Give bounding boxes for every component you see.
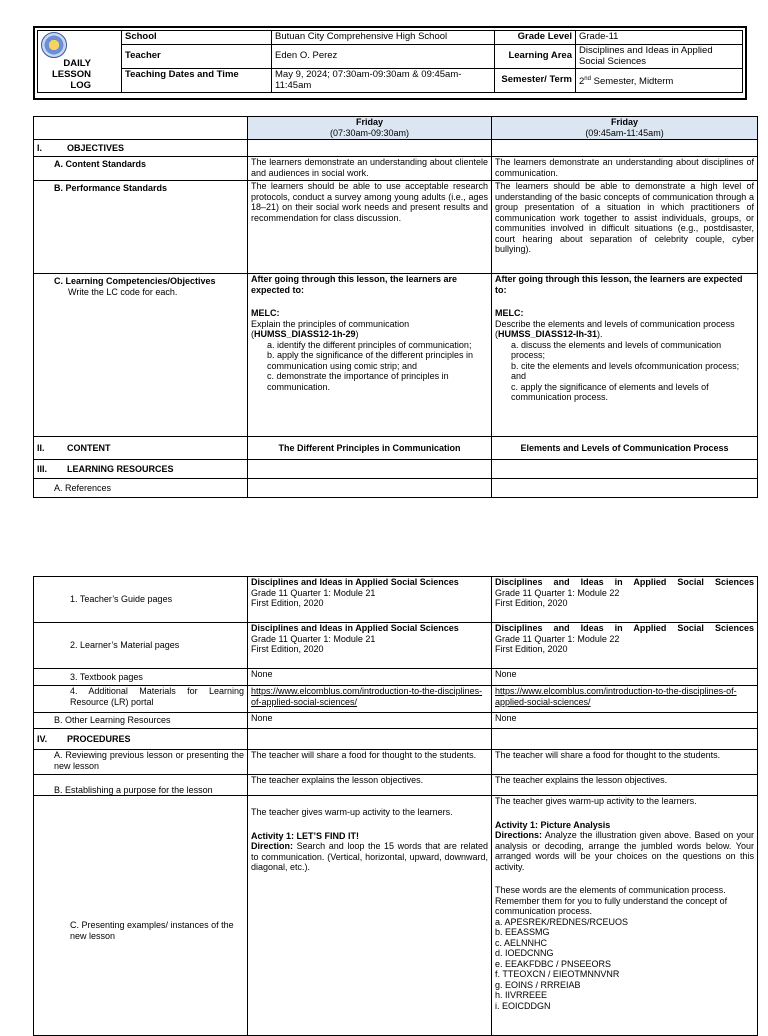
presenting-2: The teacher gives warm-up activity to the learners. Activity 1: Picture Analysis Directions: Analyze the illustration given above. Based on your analysis or decoding, arrange the jumbled words below. Your arranged words will be your choices on the questions on this activity. These words are the elements of communication process. Remember them for you to fully understand the concept of communication process. a. APESREK/REDNES/RCEUOS b. EEASSMG c. AELNNHC d. IOEDCNNG e. EEAKFDBC / PNSEEORS f. TTEOXCN / EIEOTMNNVNR g. EOINS / RRREIAB h. IIVRREEE i. EOICDDGN	[492, 796, 758, 1036]
logo-cell	[38, 31, 122, 93]
reviewing-2: The teacher will share a food for thought to the students.	[492, 750, 758, 775]
lesson-table-2	[33, 576, 758, 1036]
session-2-header: Friday (09:45am-11:45am)	[492, 117, 758, 140]
lr-portal-link-2[interactable]: https://www.elcomblus.com/introduction-to-the-disciplines-of-applied-social-sciences/	[495, 686, 737, 707]
additional-materials-label: 4. Additional Materials for Learning Resource (LR) portal	[34, 686, 248, 713]
presenting-1: The teacher gives warm-up activity to the learners. Activity 1: LET’S FIND IT! Direction: Search and loop the 15 words that are related to communication. (Vertical, horizontal, upward, downward, diagonal, etc.).	[248, 796, 492, 1036]
jumbled-word: a. APESREK/REDNES/RCEUOS	[495, 916, 629, 927]
jumbled-word: g. EOINS / RRREIAB	[495, 979, 581, 990]
purpose-1: The teacher explains the lesson objectives.	[248, 775, 492, 796]
procedures-heading: IV. PROCEDURES	[34, 729, 248, 750]
purpose-label: B. Establishing a purpose for the lesson	[34, 775, 248, 796]
jumbled-word: b. EEASSMG	[495, 927, 550, 937]
school-value: Butuan City Comprehensive High School	[272, 31, 495, 45]
content-2: Elements and Levels of Communication Process	[492, 437, 758, 460]
learners-material-2: Disciplines and Ideas in Applied Social Sciences Grade 11 Quarter 1: Module 22 First Edition, 2020	[492, 623, 758, 669]
textbook-label: 3. Textbook pages	[34, 669, 248, 686]
performance-standards-label: B. Performance Standards	[34, 181, 248, 274]
learning-resources-heading: III. LEARNING RESOURCES	[34, 460, 248, 479]
purpose-2: The teacher explains the lesson objectives.	[492, 775, 758, 796]
deped-seal-icon	[41, 32, 67, 58]
content-heading: II. CONTENT	[34, 437, 248, 460]
jumbled-word: h. IIVRREEE	[495, 990, 548, 1000]
grade-label: Grade Level	[495, 31, 576, 45]
jumbled-word: f. TTEOXCN / EIEOTMNNVNR	[495, 969, 620, 979]
lesson-table-1	[33, 116, 758, 498]
reviewing-label: A. Reviewing previous lesson or presenting the new lesson	[34, 750, 248, 775]
area-value: Disciplines and Ideas in Applied Social Sciences	[576, 45, 743, 69]
learners-material-label: 2. Learner’s Material pages	[34, 623, 248, 669]
teachers-guide-1: Disciplines and Ideas in Applied Social Sciences Grade 11 Quarter 1: Module 21 First Edition, 2020	[248, 577, 492, 623]
teacher-value: Eden O. Perez	[272, 45, 495, 69]
dates-value: May 9, 2024; 07:30am-09:30am & 09:45am-11:45am	[272, 69, 495, 93]
competencies-1: After going through this lesson, the learners are expected to: MELC: Explain the principles of communication (HUMSS_DIASS12-1h-29) a. identify the different principles of communication; b. apply the significance of the different principles in communication using comic strip; and c. demonstrate the importance of principles in communication.	[248, 274, 492, 437]
blank-header-cell	[34, 117, 248, 140]
jumbled-word: c. AELNNHC	[495, 937, 548, 948]
dates-label: Teaching Dates and Time	[122, 69, 272, 93]
dll-line-2: LESSON	[51, 69, 91, 80]
school-label: School	[122, 31, 272, 45]
area-label: Learning Area	[495, 45, 576, 69]
textbook-1: None	[248, 669, 492, 686]
jumbled-word: i. EOICDDGN	[495, 1000, 551, 1011]
other-resources-2: None	[492, 713, 758, 729]
textbook-2: None	[492, 669, 758, 686]
other-resources-1: None	[248, 713, 492, 729]
teachers-guide-label: 1. Teacher’s Guide pages	[34, 577, 248, 623]
grade-value: Grade-11	[576, 31, 743, 45]
lr-portal-link-1[interactable]: https://www.elcomblus.com/introduction-to-the-disciplines-of-applied-social-sciences/	[251, 686, 483, 707]
dll-line-1: DAILY	[63, 58, 91, 69]
jumbled-word: d. IOEDCNNG	[495, 948, 554, 958]
teacher-label: Teacher	[122, 45, 272, 69]
jumbled-word: e. EEAKFDBC / PNSEEORS	[495, 958, 612, 969]
competencies-label: C. Learning Competencies/Objectives Write the LC code for each.	[34, 274, 248, 437]
content-standards-label: A. Content Standards	[34, 157, 248, 181]
session-1-header: Friday (07:30am-09:30am)	[248, 117, 492, 140]
semester-label: Semester/ Term	[495, 69, 576, 93]
semester-value: 2nd Semester, Midterm	[576, 69, 743, 93]
teachers-guide-2: Disciplines and Ideas in Applied Social Sciences Grade 11 Quarter 1: Module 22 First Edition, 2020	[492, 577, 758, 623]
other-resources-label: B. Other Learning Resources	[34, 713, 248, 729]
presenting-label: C. Presenting examples/ instances of the new lesson	[34, 796, 248, 1036]
content-standards-1: The learners demonstrate an understanding about clientele and audiences in social work.	[248, 157, 492, 181]
content-standards-2: The learners demonstrate an understanding about disciplines of communication.	[492, 157, 758, 181]
additional-materials-2	[492, 686, 758, 713]
reviewing-1: The teacher will share a food for thought to the students.	[248, 750, 492, 775]
competencies-2: After going through this lesson, the learners are expected to: MELC: Describe the elements and levels of communication process (HUMSS_DIASS12-Ih-31). a. discuss the elements and levels of communication process; b. cite the elements and levels ofcommunication process; and c. apply the significance of elements and levels of communication process.	[492, 274, 758, 437]
content-1: The Different Principles in Communication	[248, 437, 492, 460]
additional-materials-1	[248, 686, 492, 713]
objectives-heading: I. OBJECTIVES	[34, 140, 248, 157]
performance-standards-2: The learners should be able to demonstrate a high level of understanding of the basic concepts of communication through a group presentation of a situation in which practitioners of communication work together to assist individuals, groups, or communities involved in difficult situations (e.g., postdisaster, court hearing about separation of celebrity couple, cyber bullying).	[492, 181, 758, 274]
header-table	[37, 30, 743, 93]
references-label: A. References	[34, 479, 248, 498]
learners-material-1: Disciplines and Ideas in Applied Social Sciences Grade 11 Quarter 1: Module 21 First Edition, 2020	[248, 623, 492, 669]
performance-standards-1: The learners should be able to use acceptable research protocols, conduct a survey among young adults (i.e., ages 18–21) on their social work needs and present results and recommendation for class discussion.	[248, 181, 492, 274]
dll-line-3: LOG	[70, 80, 91, 91]
